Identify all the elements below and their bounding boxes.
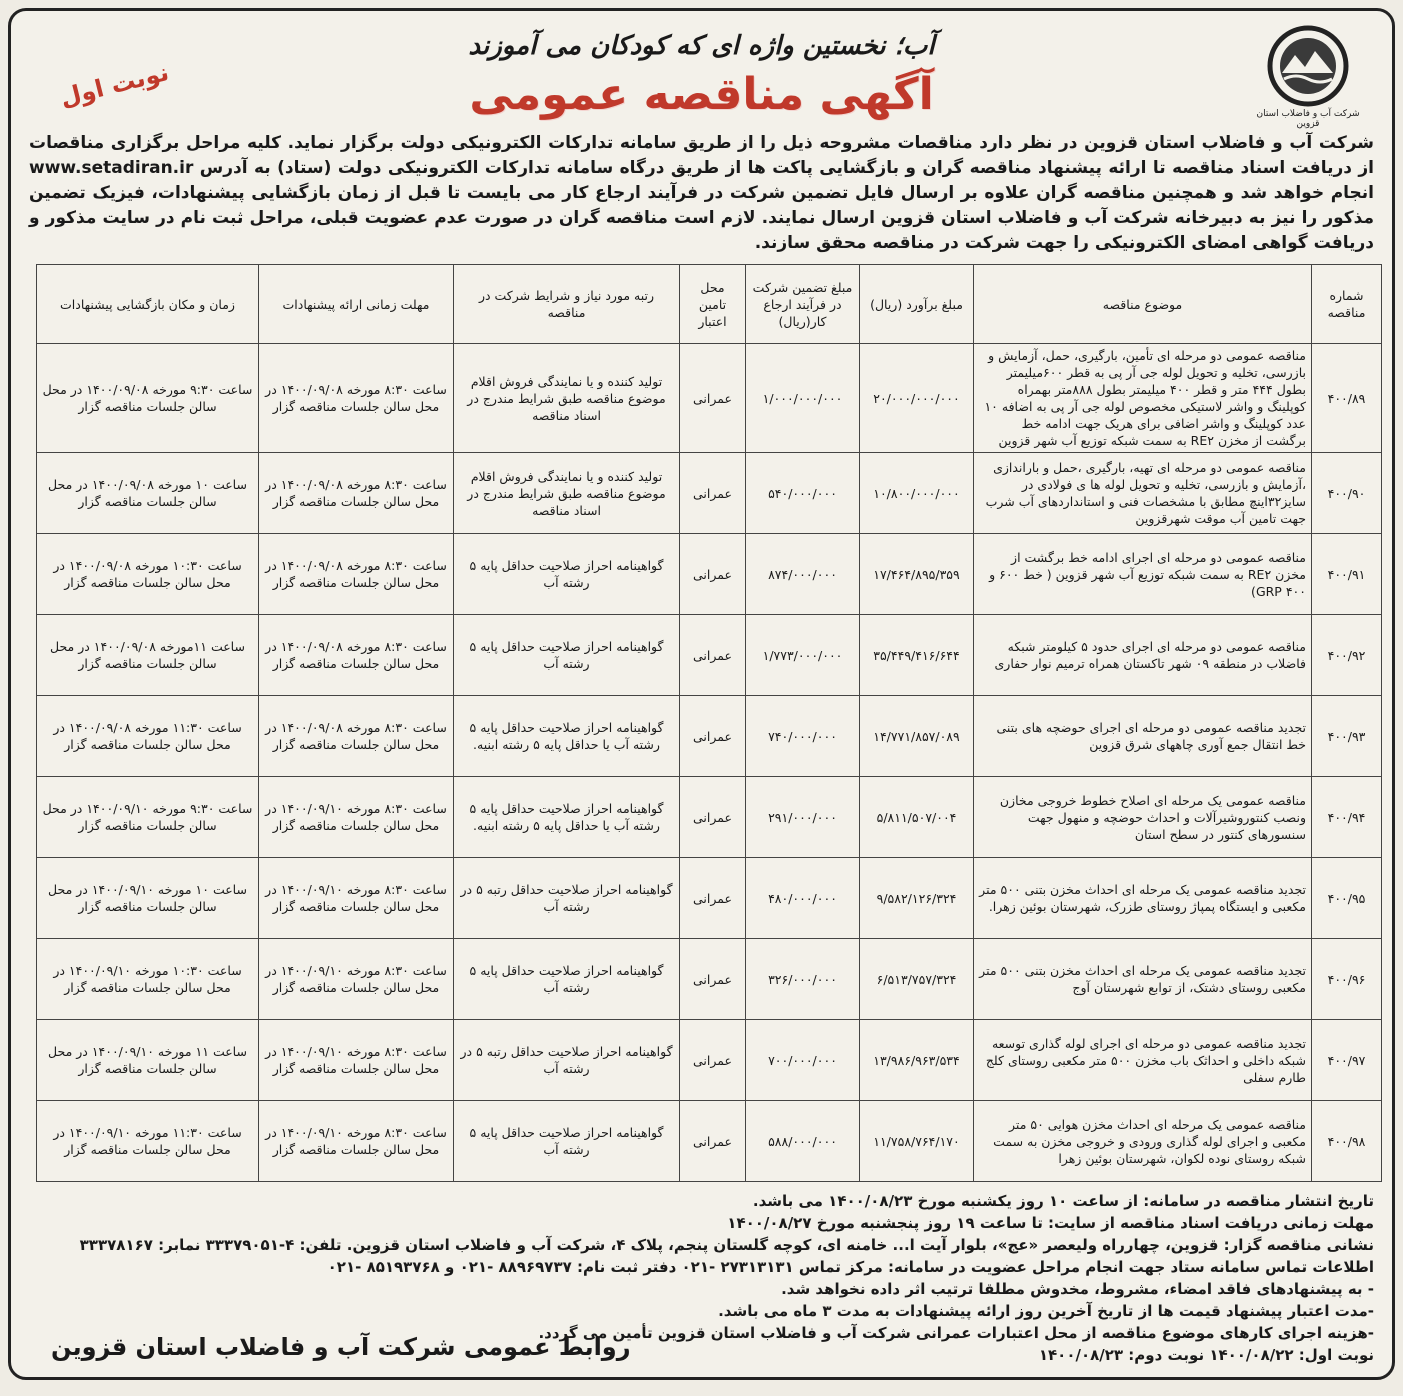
col-header-guarantee: مبلغ تضمین شرکت در فرآیند ارجاع کار(ریال): [746, 265, 860, 344]
cell-no: ۴۰۰/۸۹: [1312, 344, 1382, 453]
table-row: [37, 696, 1382, 777]
cell-subject: مناقصه عمومی دو مرحله ای اجرای ادامه خط برگشت از مخزن RE۲ به سمت شبکه توزیع آب شهر قزوین ( خط ۶۰۰ و ۴۰۰ GRP): [974, 534, 1312, 615]
table-row: [37, 777, 1382, 858]
cell-guarantee: ۵۴۰/۰۰۰/۰۰۰: [746, 453, 860, 534]
cell-funding: عمرانی: [680, 858, 746, 939]
col-header-no: شماره مناقصه: [1312, 265, 1382, 344]
cell-estimate: ۲۰/۰۰۰/۰۰۰/۰۰۰: [860, 344, 974, 453]
cell-opening: ساعت ۱۱:۳۰ مورخه ۱۴۰۰/۰۹/۰۸ در محل سالن جلسات مناقصه گزار: [37, 696, 259, 777]
cell-no: ۴۰۰/۹۳: [1312, 696, 1382, 777]
cell-no: ۴۰۰/۹۵: [1312, 858, 1382, 939]
table-row: [37, 1020, 1382, 1101]
cell-funding: عمرانی: [680, 1020, 746, 1101]
table-row: [37, 858, 1382, 939]
cell-deadline: ساعت ۸:۳۰ مورخه ۱۴۰۰/۰۹/۰۸ در محل سالن جلسات مناقصه گزار: [259, 696, 454, 777]
address-line: نشانی مناقصه گزار: قزوین، چهارراه ولیعصر «عج»، بلوار آیت ا... خامنه ای، کوچه گلستان پنجم، پلاک ۴، شرکت آب و فاضلاب استان قزوین. تلفن: ۴-۳۳۳۷۹۰۵۱ نمابر: ۳۳۳۷۸۱۶۷: [79, 1236, 1374, 1254]
intro-paragraph: شرکت آب و فاضلاب استان قزوین در نظر دارد مناقصات مشروحه ذیل را از طریق سامانه تدارکات الکترونیکی دولت برگزار نماید. کلیه مراحل برگزاری مناقصات از دریافت اسناد مناقصه تا ارائه پیشنهاد مناقصه گران و بازگشایی پاکت ها از طریق درگاه سامانه تدارکات الکترونیکی دولت (ستاد) به آدرس www.setadiran.ir انجام خواهد شد و همچنین مناقصه گران علاوه بر ارسال فایل تضمین شرکت در فرآیند ارجاع کار می بایست تا قبل از زمان بازگشایی پیشنهادات، فیزیک تضمین مذکور را نیز به دبیرخانه شرکت آب و فاضلاب استان قزوین ارسال نمایند. لازم است مناقصه گران در صورت عدم عضویت قبلی، مراحل ثبت نام در سایت مذکور و دریافت گواهی امضای الکترونیکی را جهت شرکت در مناقصه محقق سازند.: [29, 133, 1374, 253]
cell-requirement: گواهینامه احراز صلاحیت حداقل رتبه ۵ در رشته آب: [454, 1020, 680, 1101]
col-header-deadline: مهلت زمانی ارائه پیشنهادات: [259, 265, 454, 344]
slogan: آب؛ نخستین واژه ای که کودکان می آموزند: [468, 31, 935, 61]
cell-opening: ساعت ۹:۳۰ مورخه ۱۴۰۰/۰۹/۱۰ در محل سالن جلسات مناقصه گزار: [37, 777, 259, 858]
cell-no: ۴۰۰/۹۱: [1312, 534, 1382, 615]
cell-opening: ساعت ۱۰:۳۰ مورخه ۱۴۰۰/۰۹/۱۰ در محل سالن جلسات مناقصه گزار: [37, 939, 259, 1020]
cell-estimate: ۱۴/۷۷۱/۸۵۷/۰۸۹: [860, 696, 974, 777]
tender-table: [36, 264, 1382, 1182]
cell-subject: تجدید مناقصه عمومی دو مرحله ای اجرای لوله گذاری توسعه شبکه داخلی و احداثک باب مخزن ۵۰۰ متر مکعبی روستای کلج طارم سفلی: [974, 1020, 1312, 1101]
table-header-row: [37, 265, 1382, 344]
cell-estimate: ۱۷/۴۶۴/۸۹۵/۳۵۹: [860, 534, 974, 615]
cell-opening: ساعت ۱۱مورخه ۱۴۰۰/۰۹/۰۸ در محل سالن جلسات مناقصه گزار: [37, 615, 259, 696]
col-header-requirement: رتبه مورد نیاز و شرایط شرکت در مناقصه: [454, 265, 680, 344]
cell-deadline: ساعت ۸:۳۰ مورخه ۱۴۰۰/۰۹/۰۸ در محل سالن جلسات مناقصه گزار: [259, 453, 454, 534]
notice-header: [11, 11, 1392, 131]
col-header-opening: زمان و مکان بازگشایی پیشنهادات: [37, 265, 259, 344]
cell-subject: مناقصه عمومی دو مرحله ای تأمین، بارگیری، حمل، آزمایش و بازرسی، تخلیه و تحویل لوله جی آر پی به قطر ۶۰۰میلیمتر بطول ۴۴۴ متر و قطر ۴۰۰ میلیمتر بطول ۸۸۸متر بهمراه کوپلینگ و واشر لاستیکی مخصوص لوله جی آر پی به اضافه ۱۰ عدد کوپلینگ و واشر اضافی برای هریک جهت ادامه خط برگشت از مخزن RE۲ به سمت شبکه توزیع آب شهر قزوین: [974, 344, 1312, 453]
col-header-estimate: مبلغ برآورد (ریال): [860, 265, 974, 344]
cell-funding: عمرانی: [680, 777, 746, 858]
cell-guarantee: ۸۷۴/۰۰۰/۰۰۰: [746, 534, 860, 615]
cell-deadline: ساعت ۸:۳۰ مورخه ۱۴۰۰/۰۹/۱۰ در محل سالن جلسات مناقصه گزار: [259, 1101, 454, 1182]
cell-opening: ساعت ۱۱ مورخه ۱۴۰۰/۰۹/۱۰ در محل سالن جلسات مناقصه گزار: [37, 1020, 259, 1101]
cell-funding: عمرانی: [680, 534, 746, 615]
cell-guarantee: ۲۹۱/۰۰۰/۰۰۰: [746, 777, 860, 858]
publish-date-line: تاریخ انتشار مناقصه در سامانه: از ساعت ۱۰ روز یکشنبه مورخ ۱۴۰۰/۰۸/۲۳ می باشد.: [752, 1192, 1374, 1210]
cell-funding: عمرانی: [680, 453, 746, 534]
publication-rounds: نوبت اول: ۱۴۰۰/۰۸/۲۲ نوبت دوم: ۱۴۰۰/۰۸/۲۳: [1038, 1346, 1374, 1364]
note-validity: -مدت اعتبار پیشنهاد قیمت ها از تاریخ آخرین روز ارائه پیشنهادات به مدت ۳ ماه می باشد.: [718, 1302, 1374, 1320]
cell-opening: ساعت ۱۰ مورخه ۱۴۰۰/۰۹/۰۸ در محل سالن جلسات مناقصه گزار: [37, 453, 259, 534]
cell-requirement: تولید کننده و یا نمایندگی فروش اقلام موضوع مناقصه طبق شرایط مندرج در اسناد مناقصه: [454, 344, 680, 453]
cell-subject: مناقصه عمومی یک مرحله ای اصلاح خطوط خروجی مخازن ونصب کنتوروشیرآلات و احداث حوضچه و منهول جهت سنسورهای کنتور در سطح استان: [974, 777, 1312, 858]
tender-notice-page: [8, 8, 1395, 1380]
cell-subject: مناقصه عمومی دو مرحله ای اجرای حدود ۵ کیلومتر شبکه فاضلاب در منطقه ۰۹ شهر تاکستان همراه ترمیم نوار حفاری: [974, 615, 1312, 696]
cell-estimate: ۱۱/۷۵۸/۷۶۴/۱۷۰: [860, 1101, 974, 1182]
logo-caption: شرکت آب و فاضلاب استان قزوین: [1256, 109, 1360, 129]
cell-guarantee: ۷۴۰/۰۰۰/۰۰۰: [746, 696, 860, 777]
table-row: [37, 1101, 1382, 1182]
cell-subject: تجدید مناقصه عمومی دو مرحله ای اجرای حوضچه های بتنی خط انتقال جمع آوری چاههای شرق قزوین: [974, 696, 1312, 777]
cell-subject: مناقصه عمومی دو مرحله ای تهیه، بارگیری ،حمل و باراندازی ،آزمایش و بازرسی، تخلیه و تحویل لوله ها ی فولادی در سایز۳۲اینچ مطابق با مشخصات فنی و استانداردهای آب شرب جهت تامین آب موقت شهرقزوین: [974, 453, 1312, 534]
cell-no: ۴۰۰/۹۶: [1312, 939, 1382, 1020]
cell-funding: عمرانی: [680, 344, 746, 453]
cell-opening: ساعت ۱۰:۳۰ مورخه ۱۴۰۰/۰۹/۰۸ در محل سالن جلسات مناقصه گزار: [37, 534, 259, 615]
table-row: [37, 453, 1382, 534]
cell-guarantee: ۳۲۶/۰۰۰/۰۰۰: [746, 939, 860, 1020]
cell-guarantee: ۵۸۸/۰۰۰/۰۰۰: [746, 1101, 860, 1182]
cell-no: ۴۰۰/۹۲: [1312, 615, 1382, 696]
note-invalid-bids: - به پیشنهادهای فاقد امضاء، مشروط، مخدوش مطلقا ترتیب اثر داده نخواهد شد.: [781, 1280, 1374, 1298]
cell-deadline: ساعت ۸:۳۰ مورخه ۱۴۰۰/۰۹/۱۰ در محل سالن جلسات مناقصه گزار: [259, 777, 454, 858]
cell-requirement: گواهینامه احراز صلاحیت حداقل رتبه ۵ در رشته آب: [454, 858, 680, 939]
cell-requirement: گواهینامه احراز صلاحیت حداقل پایه ۵ رشته آب: [454, 1101, 680, 1182]
col-header-subject: موضوع مناقصه: [974, 265, 1312, 344]
table-row: [37, 344, 1382, 453]
cell-funding: عمرانی: [680, 615, 746, 696]
cell-subject: تجدید مناقصه عمومی یک مرحله ای احداث مخزن بتنی ۵۰۰ متر مکعبی و ایستگاه پمپاژ روستای طزرک، شهرستان بوئین زهرا.: [974, 858, 1312, 939]
cell-estimate: ۱۳/۹۸۶/۹۶۳/۵۳۴: [860, 1020, 974, 1101]
cell-deadline: ساعت ۸:۳۰ مورخه ۱۴۰۰/۰۹/۰۸ در محل سالن جلسات مناقصه گزار: [259, 534, 454, 615]
cell-guarantee: ۷۰۰/۰۰۰/۰۰۰: [746, 1020, 860, 1101]
cell-deadline: ساعت ۸:۳۰ مورخه ۱۴۰۰/۰۹/۱۰ در محل سالن جلسات مناقصه گزار: [259, 858, 454, 939]
cell-estimate: ۹/۵۸۲/۱۲۶/۳۲۴: [860, 858, 974, 939]
cell-requirement: گواهینامه احراز صلاحیت حداقل پایه ۵ رشته آب یا حداقل پایه ۵ رشته ابنیه.: [454, 696, 680, 777]
cell-deadline: ساعت ۸:۳۰ مورخه ۱۴۰۰/۰۹/۰۸ در محل سالن جلسات مناقصه گزار: [259, 344, 454, 453]
round-stamp: نوبت اول: [57, 58, 172, 112]
cell-requirement: گواهینامه احراز صلاحیت حداقل پایه ۵ رشته آب: [454, 939, 680, 1020]
cell-requirement: گواهینامه احراز صلاحیت حداقل پایه ۵ رشته آب: [454, 534, 680, 615]
page-title: آگهی مناقصه عمومی: [469, 69, 934, 120]
cell-estimate: ۳۵/۴۴۹/۴۱۶/۶۴۴: [860, 615, 974, 696]
cell-deadline: ساعت ۸:۳۰ مورخه ۱۴۰۰/۰۹/۰۸ در محل سالن جلسات مناقصه گزار: [259, 615, 454, 696]
col-header-funding: محل تامین اعتبار: [680, 265, 746, 344]
cell-estimate: ۶/۵۱۳/۷۵۷/۳۲۴: [860, 939, 974, 1020]
cell-estimate: ۱۰/۸۰۰/۰۰۰/۰۰۰: [860, 453, 974, 534]
cell-guarantee: ۱/۷۷۳/۰۰۰/۰۰۰: [746, 615, 860, 696]
cell-guarantee: ۱/۰۰۰/۰۰۰/۰۰۰: [746, 344, 860, 453]
cell-deadline: ساعت ۸:۳۰ مورخه ۱۴۰۰/۰۹/۱۰ در محل سالن جلسات مناقصه گزار: [259, 939, 454, 1020]
cell-deadline: ساعت ۸:۳۰ مورخه ۱۴۰۰/۰۹/۱۰ در محل سالن جلسات مناقصه گزار: [259, 1020, 454, 1101]
cell-guarantee: ۴۸۰/۰۰۰/۰۰۰: [746, 858, 860, 939]
cell-no: ۴۰۰/۹۴: [1312, 777, 1382, 858]
cell-opening: ساعت ۱۰ مورخه ۱۴۰۰/۰۹/۱۰ در محل سالن جلسات مناقصه گزار: [37, 858, 259, 939]
cell-no: ۴۰۰/۹۰: [1312, 453, 1382, 534]
document-deadline-line: مهلت زمانی دریافت اسناد مناقصه از سایت: تا ساعت ۱۹ روز پنجشنبه مورخ ۱۴۰۰/۰۸/۲۷: [727, 1214, 1374, 1232]
table-row: [37, 615, 1382, 696]
note-funding: -هزینه اجرای کارهای موضوع مناقصه از محل اعتبارات عمرانی شرکت آب و فاضلاب استان قزوین تأمین می گردد.: [538, 1324, 1374, 1342]
cell-funding: عمرانی: [680, 1101, 746, 1182]
cell-no: ۴۰۰/۹۷: [1312, 1020, 1382, 1101]
table-row: [37, 939, 1382, 1020]
cell-funding: عمرانی: [680, 939, 746, 1020]
contact-line: اطلاعات تماس سامانه ستاد جهت انجام مراحل عضویت در سامانه: مرکز تماس ۲۷۳۱۳۱۳۱ -۰۲۱ دفتر ثبت نام: ۸۸۹۶۹۷۳۷ -۰۲۱ و ۸۵۱۹۳۷۶۸ -۰۲۱: [327, 1258, 1374, 1276]
table-body: [37, 344, 1382, 1182]
cell-requirement: گواهینامه احراز صلاحیت حداقل پایه ۵ رشته آب: [454, 615, 680, 696]
cell-subject: تجدید مناقصه عمومی یک مرحله ای احداث مخزن بتنی ۵۰۰ متر مکعبی روستای دشتک، از توابع شهرستان آوج: [974, 939, 1312, 1020]
signature: روابط عمومی شرکت آب و فاضلاب استان قزوین: [51, 1333, 631, 1361]
cell-funding: عمرانی: [680, 696, 746, 777]
cell-opening: ساعت ۱۱:۳۰ مورخه ۱۴۰۰/۰۹/۱۰ در محل سالن جلسات مناقصه گزار: [37, 1101, 259, 1182]
table-row: [37, 534, 1382, 615]
cell-subject: مناقصه عمومی یک مرحله ای احداث مخزن هوایی ۵۰ متر مکعبی و اجرای لوله گذاری ورودی و خروجی مخزن به سمت شبکه روستای نوده لکوان، شهرستان بوئین زهرا: [974, 1101, 1312, 1182]
cell-requirement: گواهینامه احراز صلاحیت حداقل پایه ۵ رشته آب یا حداقل پایه ۵ رشته ابنیه.: [454, 777, 680, 858]
cell-requirement: تولید کننده و یا نمایندگی فروش اقلام موضوع مناقصه طبق شرایط مندرج در اسناد مناقصه: [454, 453, 680, 534]
cell-estimate: ۵/۸۱۱/۵۰۷/۰۰۴: [860, 777, 974, 858]
cell-no: ۴۰۰/۹۸: [1312, 1101, 1382, 1182]
cell-opening: ساعت ۹:۳۰ مورخه ۱۴۰۰/۰۹/۰۸ در محل سالن جلسات مناقصه گزار: [37, 344, 259, 453]
